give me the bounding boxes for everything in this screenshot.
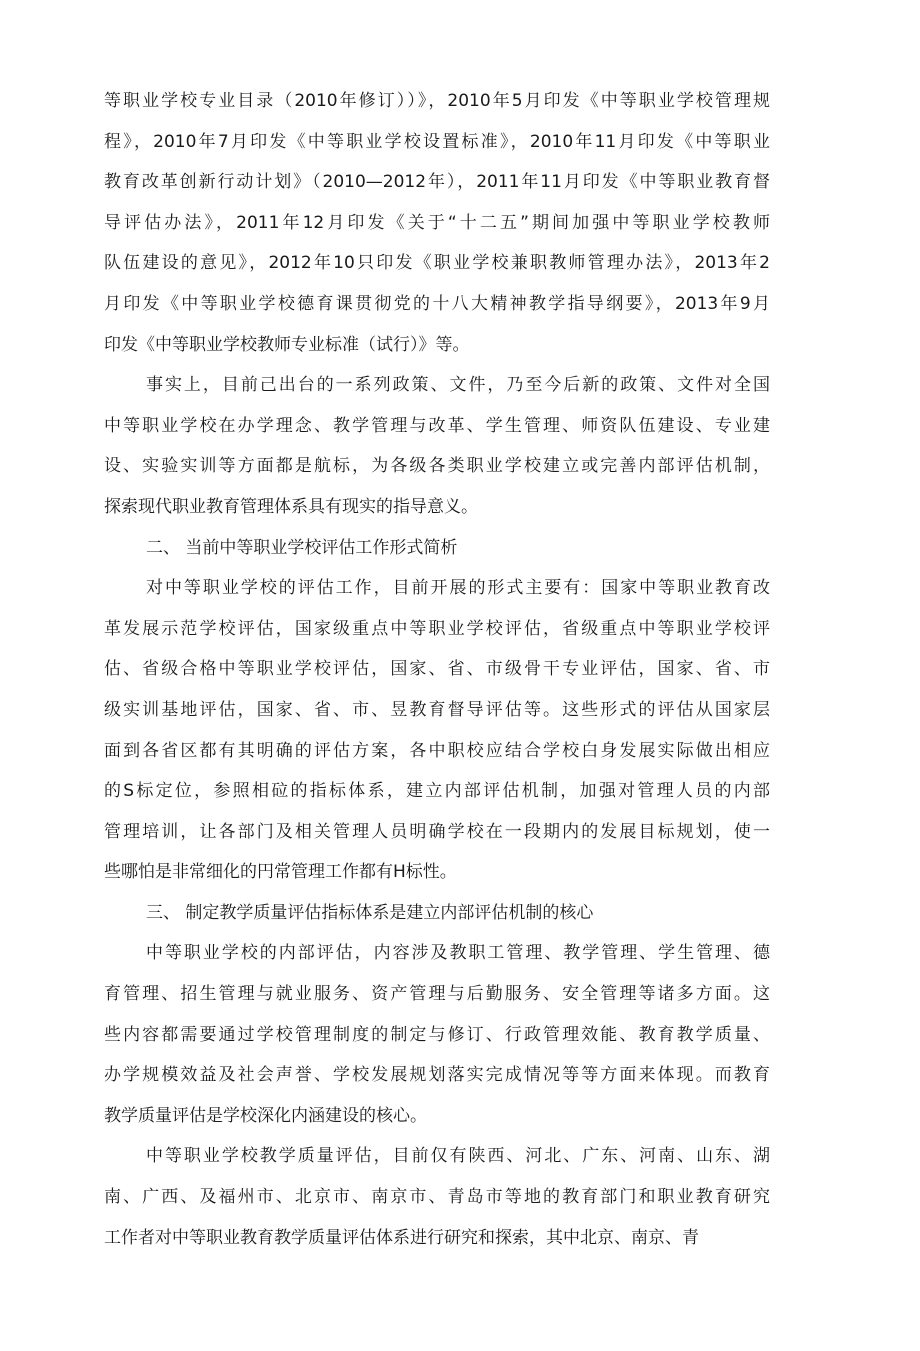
paragraph [104,568,770,893]
text-line: 估、省级合格中等职业学校评估，国家、省、市级骨干专业评估，国家、省、市 [104,659,770,680]
text-line: 革发展示范学校评估，国家级重点中等职业学校评估，省级重点中等职业学校评 [104,618,770,639]
document-body [104,81,770,1258]
text-line: 三、 制定教学质量评估指标体系是建立内部评估机制的核心 [146,902,594,923]
text-line: 对中等职业学校的评估工作，目前开展的形式主要有：国家中等职业教育改 [146,578,770,599]
text-line: 些哪怕是非常细化的円常管理工作都有H标性。 [104,862,457,883]
text-line: 等职业学校专业目录（2010年修订））》，2010年5月印发《中等职业学校管理规 [104,91,770,111]
text-line: 导评估办法》，2011年12月印发《关于“十二五”期间加强中等职业学校教师 [104,212,770,233]
text-line: 管理培训，让各部门及相关管理人员明确学校在一段期内的发展目标规划，使一 [104,821,770,842]
text-line: 育管理、招生管理与就业服务、资产管理与后勤服务、安全管理等诸多方面。这 [104,984,770,1005]
paragraph [104,81,770,365]
text-line: 南、广西、及福州市、北京市、南京市、青岛市等地的教育部门和职业教育研究 [104,1187,770,1208]
paragraph [104,1136,770,1258]
text-line: 印发《中等职业学校教师专业标准（试行）》等。 [104,334,470,355]
text-line: 教育改革创新行动计划》（2010—2012年），2011年11月印发《中等职业教育督 [104,172,770,193]
text-line: 面到各省区都有其明确的评估方案，各中职校应结合学校白身发展实际做出相应 [104,740,770,761]
text-line: 办学规模效益及社会声誉、学校发展规划落实完成情况等等方面来体现。而教育 [104,1065,770,1086]
text-line: 教学质量评估是学校深化内涵建设的核心。 [104,1105,427,1126]
text-line: 些内容都需要通过学校管理制度的制定与修订、行政管理效能、教育教学质量、 [104,1024,770,1045]
text-line: 工作者对中等职业教育教学质量评估体系进行研究和探索，其中北京、南京、青 [104,1227,699,1248]
text-line: 队伍建设的意见》，2012年10只印发《职业学校兼职教师管理办法》，2013年2 [104,253,770,274]
text-line: 月印发《中等职业学校德育课贯彻党的十八大精神教学指导纲要》，2013年9月 [104,293,770,314]
paragraph [104,933,770,1136]
section-heading [104,893,770,934]
text-line: 设、实验实训等方面都是航标，为各级各类职业学校建立或完善内部评估机制， [104,456,770,477]
paragraph [104,365,770,527]
text-line: 级实训基地评估，国家、省、市、昱教育督导评估等。这些形式的评估从国家层 [104,699,770,720]
text-line: 的S标定位，参照相砬的指标体系，建立内部评估机制，加强对管理人员的内部 [104,781,770,802]
text-line: 中等职业学校的内部评估，内容涉及教职工管理、教学管理、学生管理、德 [146,943,770,964]
text-line: 中等职业学校在办学理念、教学管理与改革、学生管理、师资队伍建设、专业建 [104,415,770,436]
section-heading [104,528,770,569]
text-line: 中等职业学校教学质量评估，目前仅有陕西、河北、广东、河南、山东、湖 [146,1146,770,1167]
text-line: 探索现代职业教育管理体系具有现实的指导意义。 [104,496,478,517]
text-line: 事实上，目前己出台的一系列政策、文件，乃至今后新的政策、文件对全国 [146,375,770,396]
text-line: 程》，2010年7月印发《中等职业学校设置标准》，2010年11月印发《中等职业 [104,131,770,152]
text-line: 二、 当前中等职业学校评估工作形式简析 [146,537,458,558]
